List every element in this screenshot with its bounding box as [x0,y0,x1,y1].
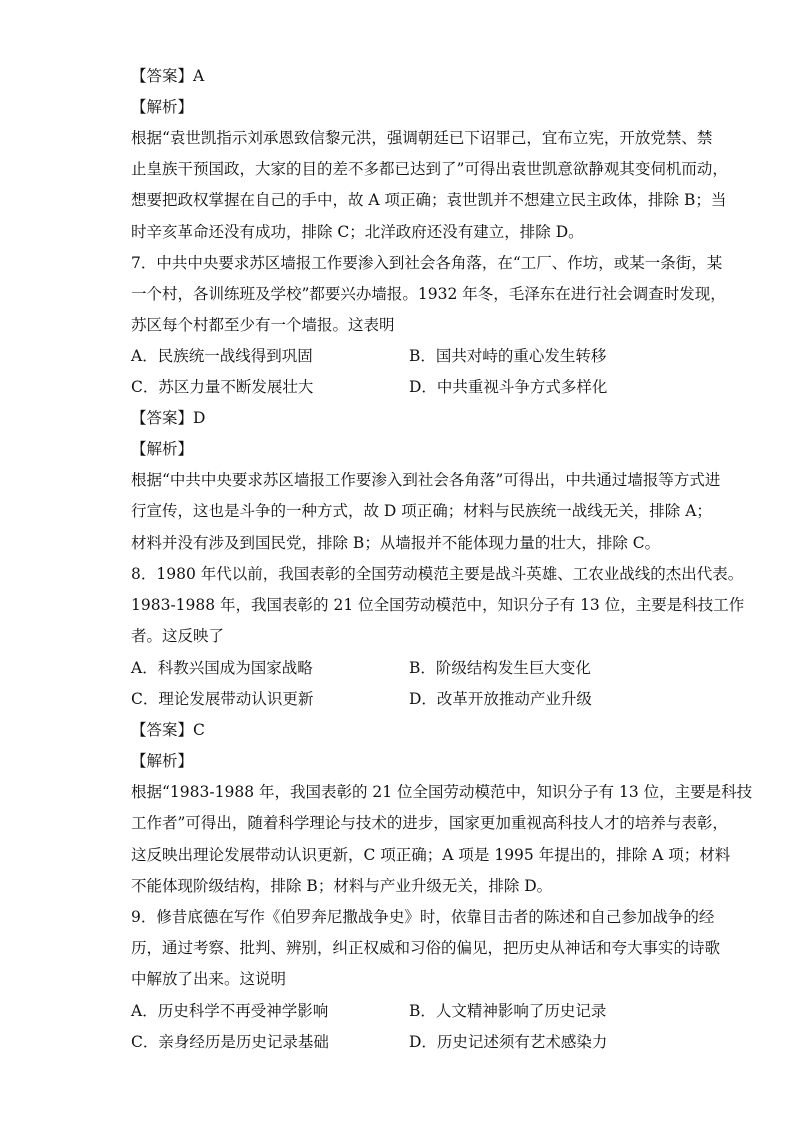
q9-option-d: D．历史记述须有艺术感染力 [409,1033,608,1051]
q8-option-c: C．理论发展带动认识更新 [131,690,314,708]
q8-analysis-line-1: 根据“1983-1988 年，我国表彰的 21 位全国劳动模范中，知识分子有 13 位，主要是科技 [131,783,753,801]
q8-answer: 【答案】C [131,721,205,739]
q7-stem-line-1: 7．中共中央要求苏区墙报工作要渗入到社会各角落，在“工厂、作坊，或某一条街，某 [131,254,723,272]
q6-answer: 【答案】A [131,67,205,85]
q6-analysis-line-4: 时辛亥革命还没有成功，排除 C；北洋政府还没有建立，排除 D。 [131,223,584,241]
q6-analysis-line-1: 根据“袁世凯指示刘承恩致信黎元洪，强调朝廷已下诏罪己，宜布立宪，开放党禁、禁 [131,129,713,147]
q7-analysis-line-3: 材料并没有涉及到国民党，排除 B；从墙报并不能体现力量的壮大，排除 C。 [131,534,661,552]
q9-stem-line-2: 历，通过考察、批判、辨别，纠正权威和习俗的偏见，把历史从神话和夸大事实的诗歌 [131,939,721,957]
q9-option-b: B．人文精神影响了历史记录 [409,1002,607,1020]
q9-option-c: C．亲身经历是历史记录基础 [131,1033,329,1051]
q8-option-d: D．改革开放推动产业升级 [409,690,592,708]
q7-stem-line-3: 苏区每个村都至少有一个墙报。这表明 [131,316,395,334]
q9-option-a: A．历史科学不再受神学影响 [131,1002,329,1020]
q8-stem-line-1: 8．1980 年代以前，我国表彰的全国劳动模范主要是战斗英雄、工农业战线的杰出代表。 [131,565,744,583]
q8-analysis-label: 【解析】 [131,752,194,770]
q6-analysis-label: 【解析】 [131,98,194,116]
q8-option-b: B．阶级结构发生巨大变化 [409,659,591,677]
q8-option-a: A．科教兴国成为国家战略 [131,659,313,677]
q8-analysis-line-2: 工作者”可得出，随着科学理论与技术的进步，国家更加重视高科技人才的培养与表彰， [131,814,728,832]
q7-answer: 【答案】D [131,409,206,427]
q7-option-d: D．中共重视斗争方式多样化 [409,378,608,396]
q7-option-b: B．国共对峙的重心发生转移 [409,347,607,365]
q6-analysis-line-3: 想要把政权掌握在自己的手中，故 A 项正确；袁世凯并不想建立民主政体，排除 B；当 [131,191,727,209]
q8-analysis-line-4: 不能体现阶级结构，排除 B；材料与产业升级无关，排除 D。 [131,877,553,895]
q7-option-c: C．苏区力量不断发展壮大 [131,378,314,396]
q7-analysis-line-1: 根据“中共中央要求苏区墙报工作要渗入到社会各角落”可得出，中共通过墙报等方式进 [131,471,721,489]
q8-analysis-line-3: 这反映出理论发展带动认识更新，C 项正确；A 项是 1995 年提出的，排除 A 项；材料 [131,846,731,864]
q7-analysis-line-2: 行宣传，这也是斗争的一种方式，故 D 项正确；材料与民族统一战线无关，排除 A； [131,502,712,520]
q8-stem-line-3: 者。这反映了 [131,627,225,645]
q7-analysis-label: 【解析】 [131,440,194,458]
q9-stem-line-1: 9．修昔底德在写作《伯罗奔尼撒战争史》时，依靠目击者的陈述和自己参加战争的经 [131,908,715,926]
q8-stem-line-2: 1983-1988 年，我国表彰的 21 位全国劳动模范中，知识分子有 13 位，主要是科技工作 [131,596,745,614]
q7-option-a: A．民族统一战线得到巩固 [131,347,313,365]
q6-analysis-line-2: 止皇族干预国政，大家的目的差不多都已达到了”可得出袁世凯意欲静观其变伺机而动， [131,160,728,178]
q9-stem-line-3: 中解放了出来。这说明 [131,970,287,988]
q7-stem-line-2: 一个村，各训练班及学校”都要兴办墙报。1932 年冬，毛泽东在进行社会调查时发现， [131,285,726,303]
